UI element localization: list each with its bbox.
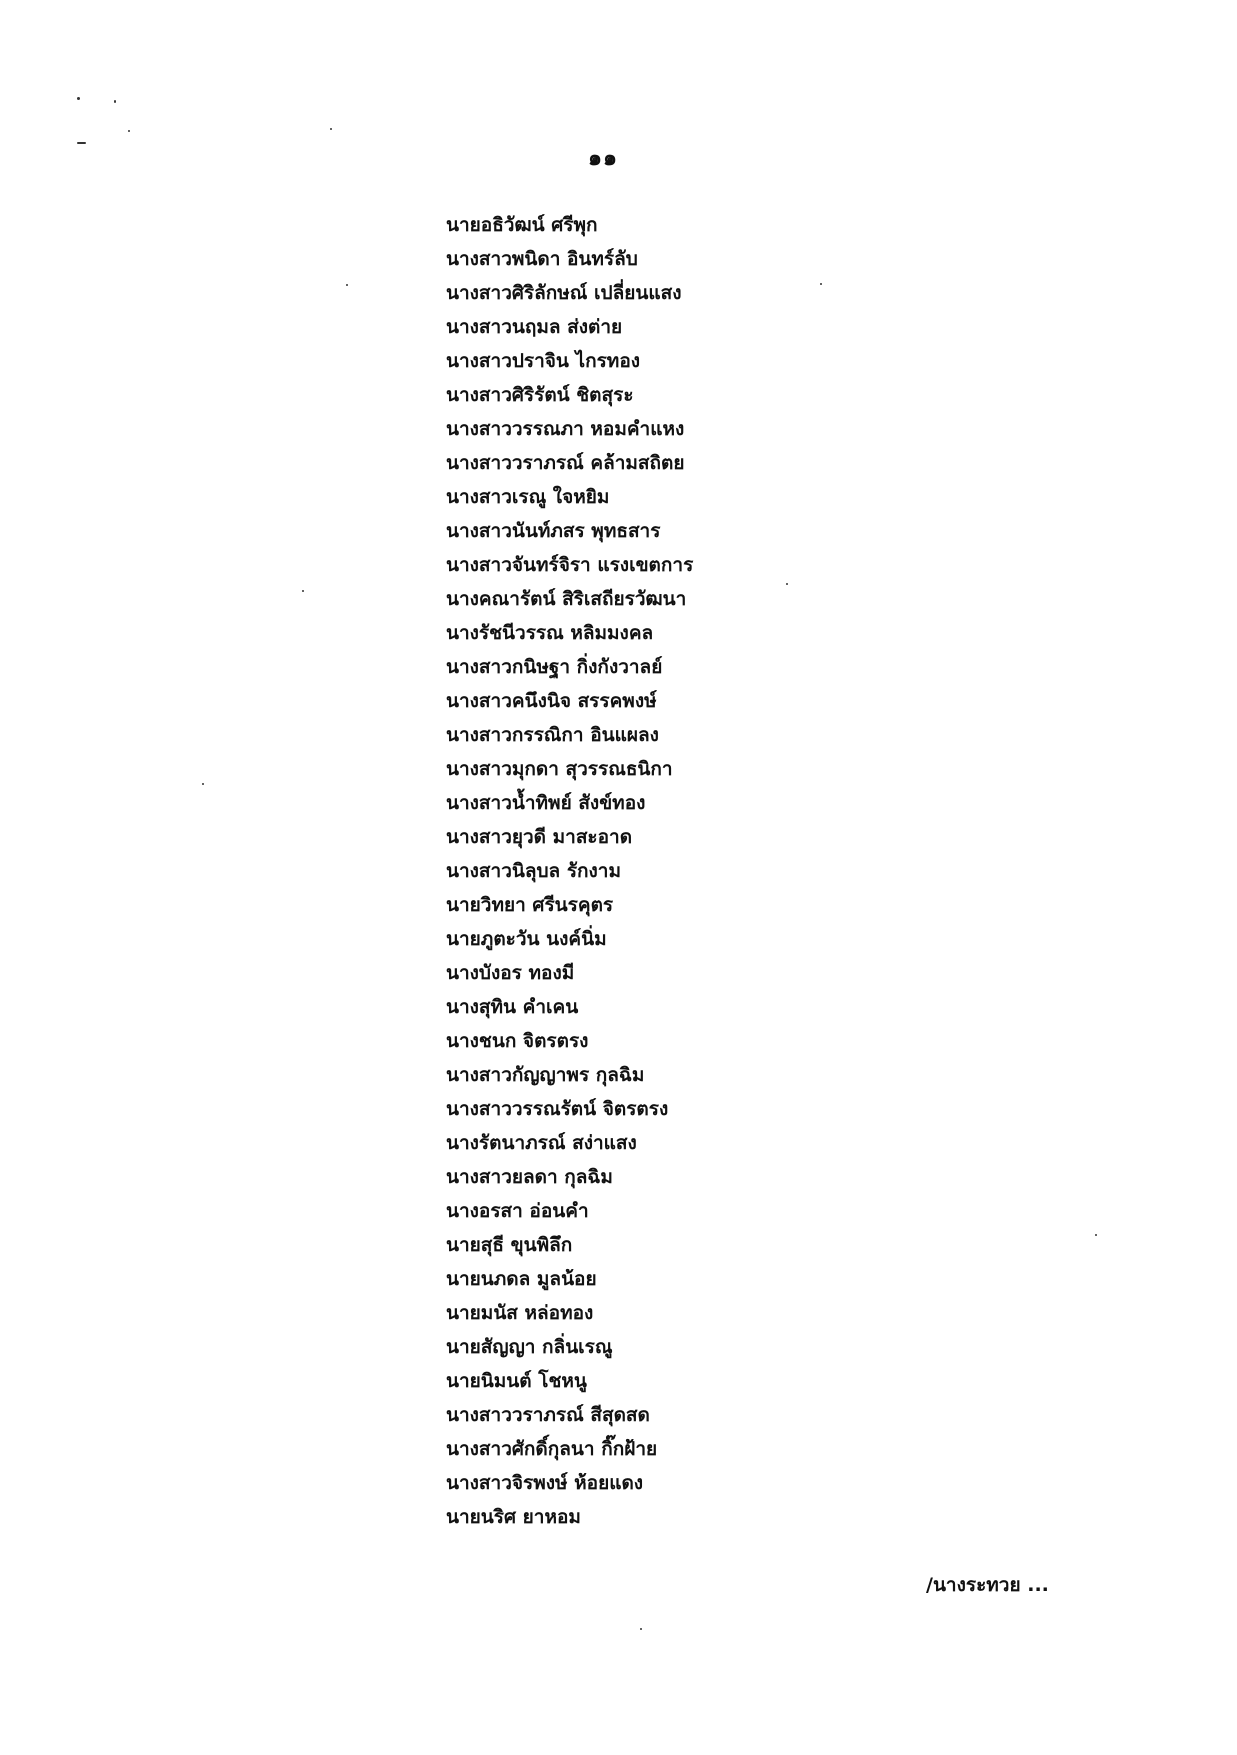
name-entry: นางสาวเรณู ใจหยิม: [446, 486, 610, 508]
name-entry: นายภูตะวัน นงค์นิ่ม: [446, 928, 607, 950]
name-entry: นางสาวกัญญาพร กุลฉิม: [446, 1064, 645, 1086]
name-list: [446, 208, 693, 1534]
page-number: ๑๑: [588, 146, 618, 171]
name-entry: นางสาวนฤมล ส่งต่าย: [446, 316, 623, 338]
name-entry: นางสาวนิลุบล รักงาม: [446, 860, 621, 882]
name-entry: นางสาวศิริลักษณ์ เปลี่ยนแสง: [446, 282, 682, 304]
name-entry: นางคณารัตน์ สิริเสถียรวัฒนา: [446, 588, 687, 610]
name-entry: นางชนก จิตรตรง: [446, 1030, 589, 1052]
name-entry: นางรัชนีวรรณ หลิมมงคล: [446, 622, 654, 644]
name-entry: นางสาววรรณรัตน์ จิตรตรง: [446, 1098, 669, 1120]
name-entry: นายอธิวัฒน์ ศรีพุก: [446, 214, 598, 236]
name-entry: นางสาวศักดิ์กุลนา กิ๊กฝ้าย: [446, 1438, 658, 1460]
name-entry: นายสุธี ขุนพิลึก: [446, 1234, 573, 1256]
name-entry: นางสาวยุวดี มาสะอาด: [446, 826, 633, 848]
name-entry: นางสาวนันท์ภสร พุทธสาร: [446, 520, 661, 542]
name-entry: นางสาววราภรณ์ สีสุดสด: [446, 1404, 650, 1426]
name-entry: นางสาววรรณภา หอมคำแหง: [446, 418, 685, 440]
name-entry: นางสาวกรรณิกา อินแผลง: [446, 724, 659, 746]
name-entry: นางสาวมุกดา สุวรรณธนิกา: [446, 758, 673, 780]
name-entry: นางบังอร ทองมี: [446, 962, 575, 984]
name-entry: นางสาวจิรพงษ์ ห้อยแดง: [446, 1472, 644, 1494]
scan-speck: [77, 142, 86, 144]
name-entry: นางสาวน้ำทิพย์ สังข์ทอง: [446, 792, 646, 814]
name-entry: นายวิทยา ศรีนรคุตร: [446, 894, 614, 916]
scan-speck: [820, 283, 822, 285]
scan-speck: [302, 590, 304, 592]
name-entry: นางสุทิน คำเคน: [446, 996, 579, 1018]
name-entry: นายนิมนต์ โชหนู: [446, 1370, 587, 1392]
name-entry: นายนริศ ยาหอม: [446, 1506, 581, 1528]
name-entry: นางสาวศิริรัตน์ ชิตสุระ: [446, 384, 634, 406]
name-entry: นางสาวปราจิน ไกรทอง: [446, 350, 641, 372]
scan-speck: [77, 97, 80, 100]
name-entry: นางสาวพนิดา อินทร์ลับ: [446, 248, 638, 270]
scan-speck: [128, 130, 130, 132]
scan-speck: [202, 783, 204, 785]
scan-speck: [346, 284, 348, 286]
scan-speck: [114, 100, 116, 103]
name-entry: นายสัญญา กลิ่นเรณู: [446, 1336, 613, 1358]
scan-speck: [330, 128, 332, 130]
name-entry: นางอรสา อ่อนคำ: [446, 1200, 589, 1222]
name-entry: นางสาวยลดา กุลฉิม: [446, 1166, 613, 1188]
name-entry: นางรัตนาภรณ์ สง่าแสง: [446, 1132, 637, 1154]
name-entry: นายมนัส หล่อทอง: [446, 1302, 594, 1324]
name-entry: นางสาววราภรณ์ คล้ามสถิตย: [446, 452, 685, 474]
name-entry: นายนภดล มูลน้อย: [446, 1268, 597, 1290]
name-entry: นางสาวคนึงนิจ สรรคพงษ์: [446, 690, 657, 712]
name-entry: นางสาวจันทร์จิรา แรงเขตการ: [446, 554, 694, 576]
scan-speck: [786, 583, 788, 585]
scan-speck: [640, 1628, 642, 1630]
continuation-note: /นางระทวย ...: [926, 1574, 1049, 1596]
scan-speck: [1095, 1234, 1097, 1236]
name-entry: นางสาวกนิษฐา กิ่งกังวาลย์: [446, 656, 663, 678]
